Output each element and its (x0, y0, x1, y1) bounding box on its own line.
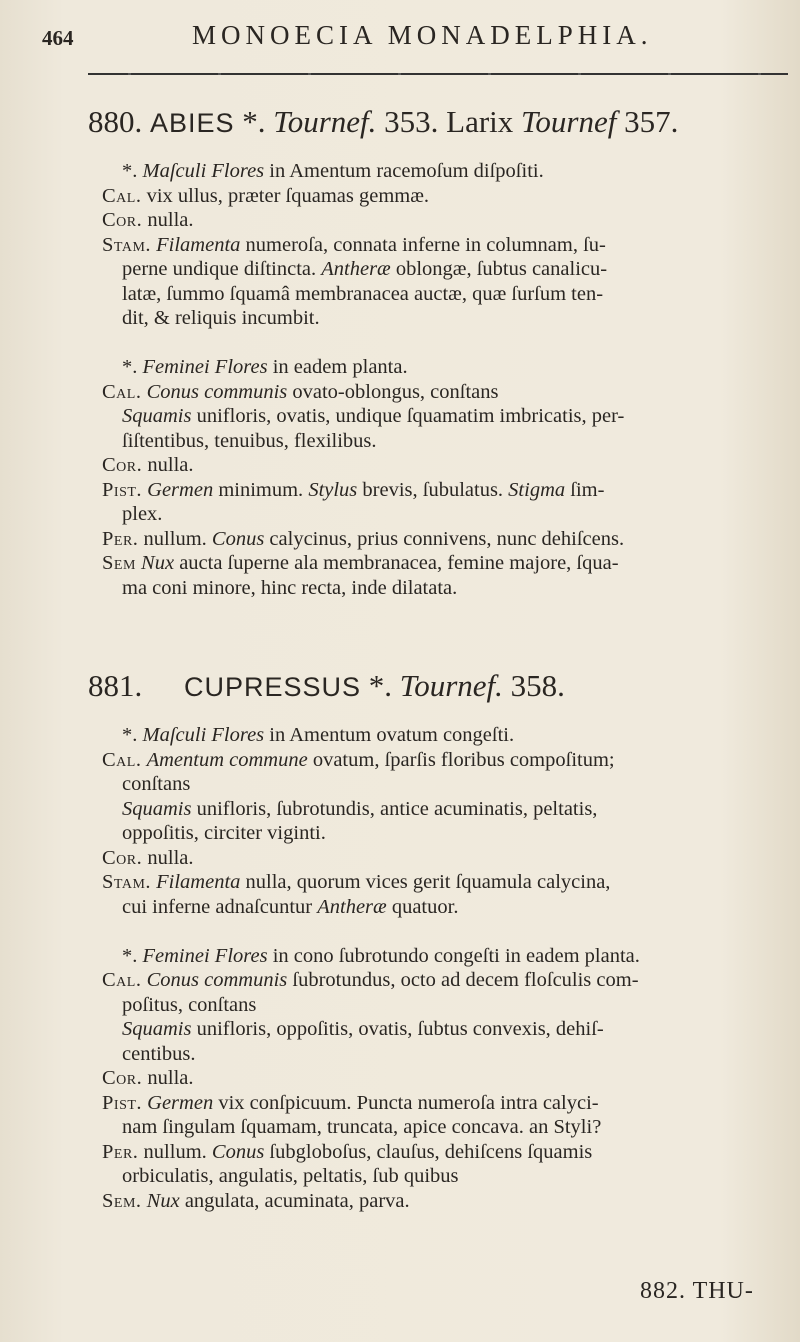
italic-term: Antheræ (317, 896, 387, 918)
genus-name: CUPRESSUS (184, 672, 362, 702)
italic-term: Filamenta (156, 234, 241, 256)
text-line (122, 723, 514, 747)
italic-term: Nux (146, 1190, 180, 1212)
text-line (102, 478, 604, 502)
section-label: Per. (102, 528, 139, 550)
section-label: Sem. (102, 1190, 142, 1212)
text-run: latæ, ſummo ſquamâ membranacea auctæ, quæ ſurſum ten- (122, 283, 604, 305)
reference-number: 358. (510, 668, 565, 703)
italic-term: Squamis (122, 798, 192, 820)
italic-term: Antheræ (321, 258, 391, 280)
genus-number: 880. (88, 104, 143, 139)
text-run: nulla. (142, 454, 194, 476)
text-run: centibus. (122, 1043, 196, 1065)
section-label: Cal. (102, 381, 142, 403)
text-run: plex. (122, 503, 163, 525)
page-number: 464 (42, 26, 74, 50)
text-run: dit, & reliquis incumbit. (122, 307, 320, 329)
text-line (102, 1140, 592, 1164)
text-line (122, 797, 597, 821)
text-run: perne undique diſtincta. (122, 258, 322, 280)
header-rule (88, 73, 788, 75)
text-run: minimum. (213, 479, 309, 501)
text-line (102, 527, 624, 551)
section-label: Pist. (102, 479, 143, 501)
text-line (102, 1066, 194, 1090)
genus-mark: *. (242, 104, 266, 139)
text-run: calycinus, prius connivens, nunc dehiſcens. (264, 528, 625, 550)
text-run: ma coni minore, hinc recta, inde dilatata. (122, 577, 458, 599)
text-line (122, 944, 640, 968)
text-run: angulata, acuminata, parva. (179, 1190, 410, 1212)
text-line (102, 968, 639, 992)
italic-term: Conus communis (146, 969, 288, 991)
text-run: nam ſingulam ſquamam, truncata, apice concava. an Styli? (122, 1116, 602, 1138)
section-label: Cal. (102, 749, 142, 771)
synonym-number: 357. (624, 104, 679, 139)
reference-number: 353. (384, 104, 439, 139)
section-label: Cor. (102, 1067, 143, 1089)
text-line (102, 551, 619, 575)
text-line (102, 870, 610, 894)
italic-term: Filamenta (156, 871, 241, 893)
text-line (122, 257, 607, 281)
italic-term: Amentum commune (146, 749, 308, 771)
text-run: unifloris, ſubrotundis, antice acuminatis, peltatis, (191, 798, 598, 820)
text-run: cui inferne adnaſcuntur (122, 896, 318, 918)
section-label: Cor. (102, 847, 143, 869)
text-run: in eadem planta. (267, 356, 408, 378)
text-line (122, 159, 544, 183)
text-run: aucta ſuperne ala membranacea, femine majore, ſqua- (174, 552, 619, 574)
genus-mark: *. (368, 668, 393, 703)
text-run: in Amentum racemoſum diſpoſiti. (264, 160, 544, 182)
italic-term: Stylus (308, 479, 358, 501)
text-line (122, 404, 624, 428)
italic-term: Feminei Flores (142, 945, 268, 967)
text-line (122, 306, 320, 330)
page-header (42, 20, 770, 60)
text-run: *. (122, 160, 143, 182)
text-run: ſiſtentibus, tenuibus, flexilibus. (122, 430, 377, 452)
text-line (102, 233, 606, 257)
text-run: vix conſpicuum. Puncta numeroſa intra calyci- (213, 1092, 599, 1114)
text-run: ſubrotundus, octo ad decem floſculis com- (287, 969, 639, 991)
italic-term: Conus communis (146, 381, 288, 403)
reference-author: Tournef. (399, 668, 503, 703)
section-label: Cor. (102, 209, 143, 231)
text-run: nulla. (142, 1067, 194, 1089)
text-run: brevis, ſubulatus. (357, 479, 509, 501)
text-run: orbiculatis, angulatis, peltatis, ſub quibus (122, 1165, 459, 1187)
text-run: in Amentum ovatum congeſti. (264, 724, 515, 746)
text-run: unifloris, ovatis, undique ſquamatim imbricatis, per- (191, 405, 625, 427)
italic-term: Stigma (508, 479, 566, 501)
text-line (102, 748, 615, 772)
text-run: nulla. (142, 209, 194, 231)
text-line (122, 821, 326, 845)
italic-term: Conus (211, 1141, 265, 1163)
italic-term: Germen (147, 1092, 214, 1114)
running-title: MONOECIA MONADELPHIA. (192, 20, 653, 50)
text-line (102, 846, 194, 870)
text-line (122, 282, 603, 306)
text-line (102, 380, 499, 404)
text-run: unifloris, oppoſitis, ovatis, ſubtus convexis, dehiſ- (191, 1018, 604, 1040)
text-run: vix ullus, præter ſquamas gemmæ. (141, 185, 430, 207)
text-run: nulla, quorum vices gerit ſquamula calycina, (240, 871, 611, 893)
text-run: ſubgloboſus, clauſus, dehiſcens ſquamis (264, 1141, 593, 1163)
section-label: Cor. (102, 454, 143, 476)
section-label: Stam. (102, 234, 152, 256)
italic-term: Squamis (122, 1018, 192, 1040)
italic-term: Conus (211, 528, 265, 550)
text-line (122, 895, 458, 919)
text-run: conſtans (122, 773, 191, 795)
text-line (122, 1017, 604, 1041)
text-run: numeroſa, connata inferne in columnam, ſu- (240, 234, 606, 256)
text-run: *. (122, 945, 143, 967)
genus-number: 881. (88, 668, 143, 703)
text-line (122, 993, 256, 1017)
text-run: ovatum, ſparſis floribus compoſitum; (307, 749, 615, 771)
text-run: nullum. (138, 528, 212, 550)
text-line (102, 1189, 410, 1213)
text-run: ſim- (565, 479, 605, 501)
italic-term: Germen (147, 479, 214, 501)
text-run: oppoſitis, circiter viginti. (122, 822, 326, 844)
genus-name: ABIES (150, 108, 235, 138)
italic-term: Maſculi Flores (142, 724, 265, 746)
text-run: quatuor. (386, 896, 459, 918)
italic-term: Feminei Flores (142, 356, 268, 378)
section-label: Sem (102, 552, 136, 574)
section-label: Cal. (102, 969, 142, 991)
synonym-author: Tournef (521, 104, 617, 139)
text-line (122, 429, 377, 453)
text-line (122, 1042, 195, 1066)
text-run: poſitus, conſtans (122, 994, 257, 1016)
section-label: Cal. (102, 185, 142, 207)
italic-term: Nux (141, 552, 175, 574)
text-line (122, 1115, 601, 1139)
text-line (122, 502, 162, 526)
italic-term: Squamis (122, 405, 192, 427)
synonym-name: Larix (446, 104, 514, 139)
text-line (102, 184, 429, 208)
text-line (102, 1091, 599, 1115)
section-label: Stam. (102, 871, 152, 893)
genus-heading-cupressus (88, 668, 565, 705)
text-run: in cono ſubrotundo congeſti in eadem planta. (267, 945, 640, 967)
text-line (122, 355, 408, 379)
text-run: oblongæ, ſubtus canalicu- (390, 258, 608, 280)
reference-author: Tournef. (273, 104, 377, 139)
text-line (122, 576, 457, 600)
text-line (122, 772, 190, 796)
text-run: ovato-oblongus, conſtans (287, 381, 499, 403)
text-line (102, 208, 194, 232)
text-run: *. (122, 724, 143, 746)
section-label: Pist. (102, 1092, 143, 1114)
section-label: Per. (102, 1141, 139, 1163)
text-line (122, 1164, 459, 1188)
italic-term: Maſculi Flores (142, 160, 265, 182)
text-run: nullum. (138, 1141, 212, 1163)
text-line (102, 453, 194, 477)
text-run: *. (122, 356, 143, 378)
text-run: nulla. (142, 847, 194, 869)
catchword: 882. THU- (640, 1278, 754, 1304)
genus-heading-abies (88, 104, 678, 141)
